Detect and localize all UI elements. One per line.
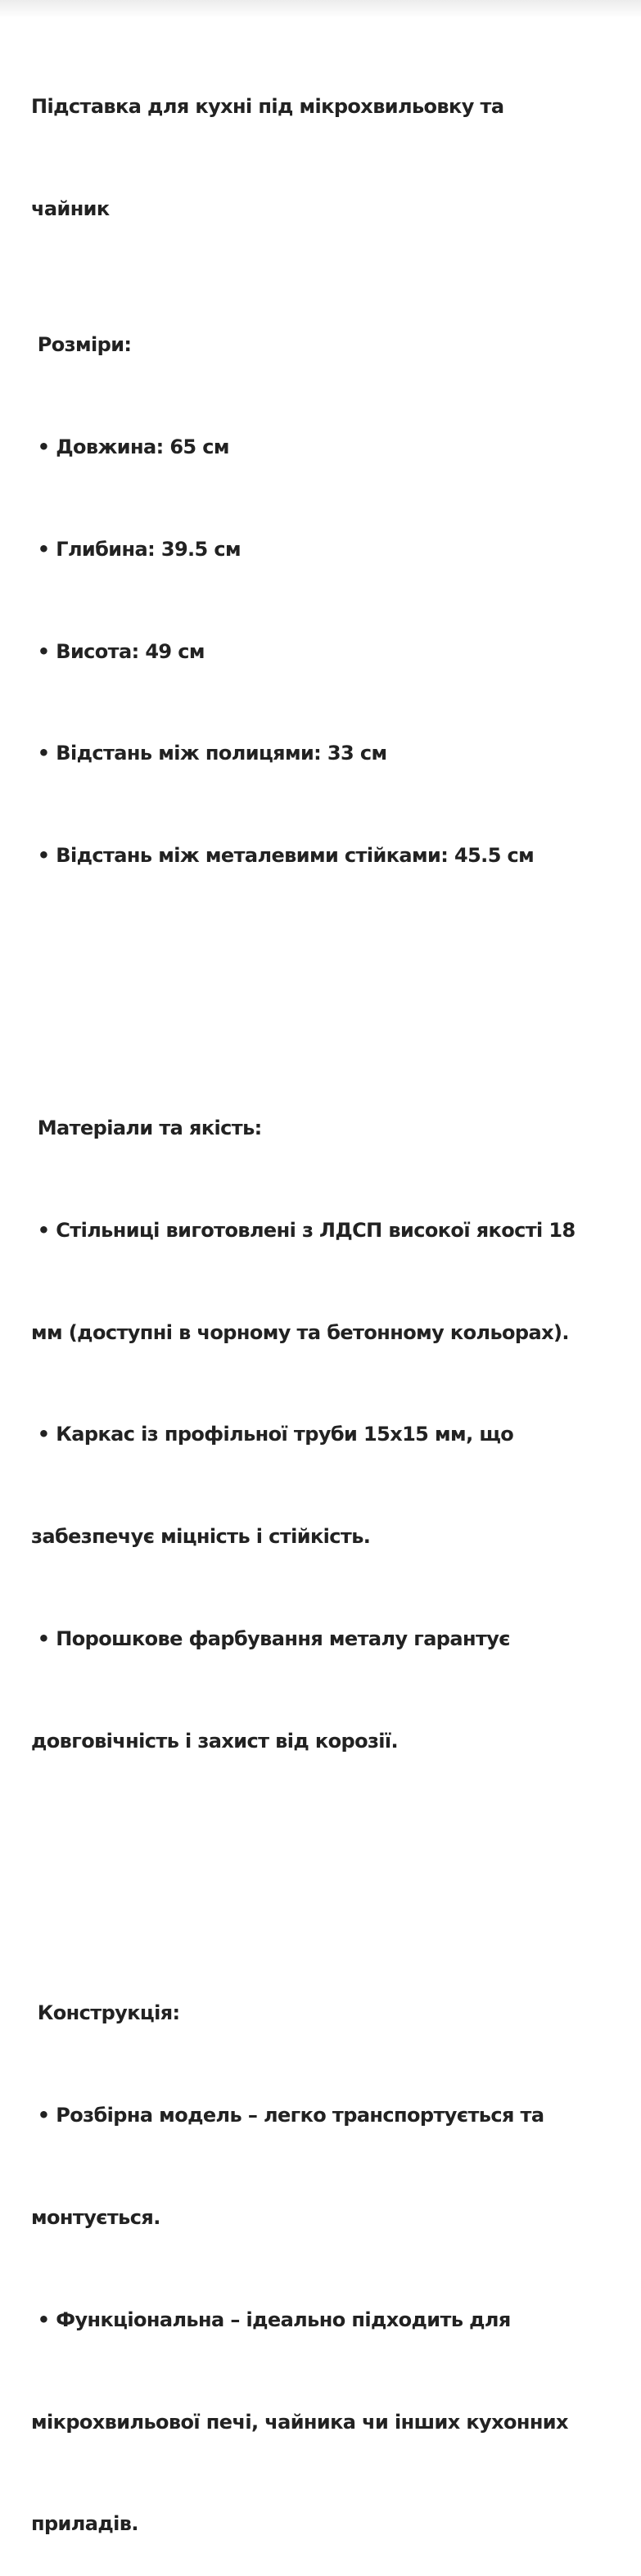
sizes-item-height: • Висота: 49 см [31, 639, 205, 663]
sizes-item-post-gap: • Відстань між металевими стійками: 45.5 см [31, 844, 535, 868]
sizes-item-length: • Довжина: 65 см [31, 435, 229, 459]
materials-line-5: • Порошкове фарбування металу гарантує [31, 1626, 510, 1650]
top-shadow [0, 0, 641, 18]
product-description [31, 22, 633, 2576]
construction-line-3: • Функціональна – ідеально підходить для [31, 2308, 511, 2331]
materials-line-3: • Каркас із профільної труби 15x15 мм, що [31, 1423, 514, 1446]
materials-heading: Матеріали та якість: [31, 1117, 262, 1139]
sizes-item-shelf-gap: • Відстань між полицями: 33 см [31, 742, 387, 765]
materials-line-2: мм (доступні в чорному та бетонному кольорах). [31, 1320, 569, 1344]
title-line-1: Підставка для кухні під мікрохвильовку та [31, 95, 504, 119]
sizes-heading: Розміри: [31, 333, 132, 357]
sizes-item-depth: • Глибина: 39.5 см [31, 537, 242, 561]
construction-line-5: приладів. [31, 2512, 138, 2536]
materials-line-6: довговічність і захист від корозії. [31, 1729, 399, 1753]
construction-line-4: мікрохвильової печі, чайника чи інших кухонних [31, 2410, 568, 2434]
construction-heading: Конструкція: [31, 2001, 180, 2025]
blank-line [31, 976, 633, 1010]
blank-line [31, 1861, 633, 1895]
materials-line-4: забезпечує міцність і стійкість. [31, 1525, 371, 1549]
materials-line-1: • Стільниці виготовлені з ЛДСП високої якості 18 [31, 1218, 576, 1242]
construction-line-1: • Розбірна модель – легко транспортується та [31, 2104, 544, 2127]
construction-line-2: монтується. [31, 2206, 160, 2229]
title-line-2: чайник [31, 196, 110, 220]
